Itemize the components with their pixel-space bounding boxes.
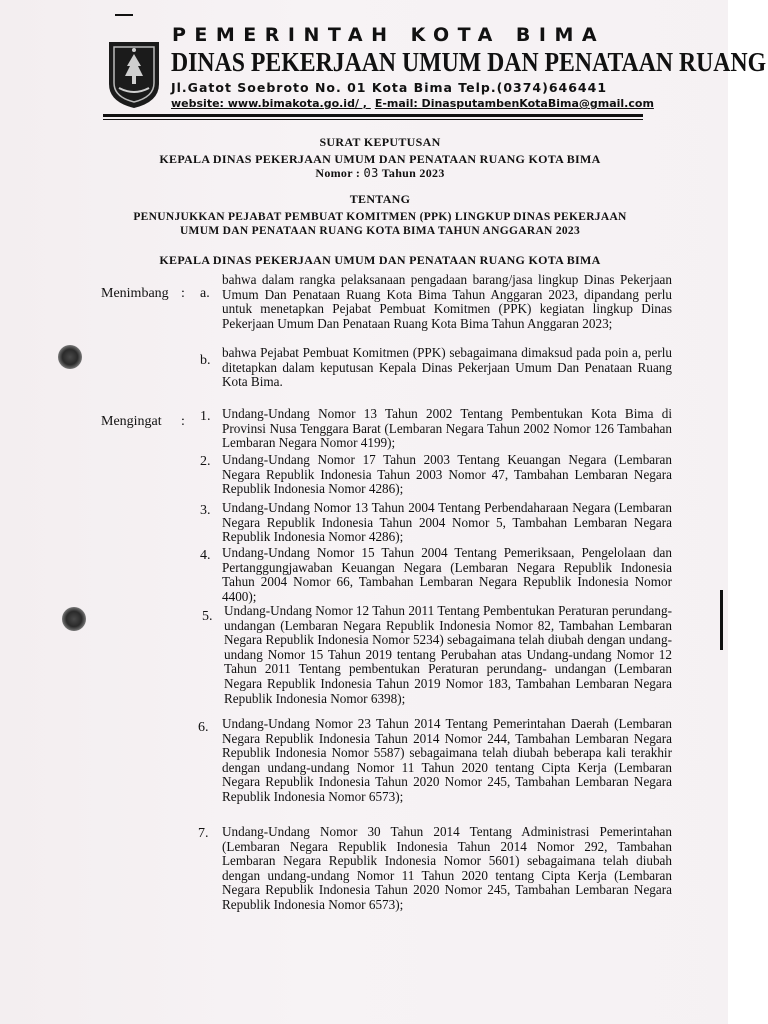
list-item-marker: 4. <box>200 548 211 563</box>
document-subtitle: KEPALA DINAS PEKERJAAN UMUM DAN PENATAAN RUANG KOTA BIMA <box>159 152 601 166</box>
issuer-heading: KEPALA DINAS PEKERJAAN UMUM DAN PENATAAN RUANG KOTA BIMA <box>159 253 601 267</box>
number-value: 03 <box>363 166 379 180</box>
scan-mark <box>115 14 133 16</box>
list-item: Undang-Undang Nomor 12 Tahun 2011 Tentang Pembentukan Peraturan perundang-undangan (Lembaran Negara Republik Indonesia Nomor 82, Tambahan Lembaran Negara Republik Indonesia Nomor 5234) sebagaimana telah diubah dengan undang-undang Nomor 15 Tahun 2019 tentang Perubahan atas Undang-undang Nomor 12 Tahun 2011 Tentang pembentukan Peraturan perundang- undangan (Lembaran Negara Republik Indonesia Tahun 2019 Nomor 183, Tambahan Lembaran Negara Republik Indonesia Nomor 6398); <box>224 603 672 706</box>
document-title: SURAT KEPUTUSAN <box>319 135 441 149</box>
list-item: Undang-Undang Nomor 13 Tahun 2002 Tentang Pembentukan Kota Bima di Provinsi Nusa Tenggara Barat (Lembaran Negara Tahun 2002 Nomor 126 Tambahan Lembaran Negara Nomor 4199); <box>222 406 672 451</box>
document-number <box>100 166 660 181</box>
email-text: E-mail: DinasputambenKotaBima@gmail.com <box>374 97 654 110</box>
list-item: Undang-Undang Nomor 15 Tahun 2004 Tentang Pemeriksaan, Pengelolaan dan Pertanggungjawaban Keuangan Negara (Lembaran Negara Republik Indonesia Tahun 2004 Nomor 66, Tambahan Lembaran Negara Republik Indonesia Nomor 4400); <box>222 545 672 604</box>
list-item-marker: a. <box>200 286 210 301</box>
list-item-marker: 5. <box>202 609 213 624</box>
list-item-marker: 6. <box>198 720 209 735</box>
list-item: Undang-Undang Nomor 30 Tahun 2014 Tentang Administrasi Pemerintahan (Lembaran Negara Republik Indonesia Tahun 2014 Nomor 292, Tambahan Lembaran Negara Republik Indonesia Nomor 5601) sebagaimana telah diubah dengan undang-undang Nomor 11 Tahun 2020 tentang Cipta Kerja (Lembaran Negara Republik Indonesia Tahun 2020 Nomor 245, Tambahan Lembaran Negara Republik Indonesia Nomor 6573); <box>222 824 672 912</box>
tentang-heading: TENTANG <box>349 192 411 206</box>
about-line-2: UMUM DAN PENATAAN RUANG KOTA BIMA TAHUN ANGGARAN 2023 <box>179 225 581 237</box>
list-item-marker: 2. <box>200 454 211 469</box>
number-label: Nomor : <box>315 166 361 180</box>
list-item-marker: 7. <box>198 826 209 841</box>
number-year: Tahun 2023 <box>381 166 445 180</box>
list-item: bahwa Pejabat Pembuat Komitmen (PPK) sebagaimana dimaksud pada poin a, perlu ditetapkan dalam keputusan Kepala Dinas Pekerjaan Umum Dan Penataan Ruang Kota Bima. <box>222 345 672 390</box>
letterhead-government: PEMERINTAH KOTA BIMA <box>172 24 606 46</box>
letterhead-address: Jl.Gatot Soebroto No. 01 Kota Bima Telp.(0374)646441 <box>171 80 608 95</box>
punch-hole <box>58 345 82 369</box>
menimbang-label: Menimbang <box>101 286 169 301</box>
bima-city-seal-icon <box>105 38 163 110</box>
list-item: Undang-Undang Nomor 17 Tahun 2003 Tentang Keuangan Negara (Lembaran Negara Republik Indonesia Tahun 2003 Nomor 47, Tambahan Lembaran Negara Republik Indonesia Nomor 4286); <box>222 452 672 497</box>
list-item: Undang-Undang Nomor 23 Tahun 2014 Tentang Pemerintahan Daerah (Lembaran Negara Republik Indonesia Tahun 2014 Nomor 244, Tambahan Lembaran Negara Republik Indonesia Nomor 5587) sebagaimana telah diubah beberapa kali terakhir dengan undang-undang Nomor 11 Tahun 2020 tentang Cipta Kerja (Lembaran Negara Republik Indonesia Tahun 2020 Nomor 245, Tambahan Lembaran Negara Republik Indonesia Nomor 6573); <box>222 716 672 804</box>
list-item: Undang-Undang Nomor 13 Tahun 2004 Tentang Perbendaharaan Negara (Lembaran Negara Republik Indonesia Tahun 2004 Nomor 5, Tambahan Lembaran Negara Republik Indonesia Nomor 4286); <box>222 500 672 545</box>
list-item: bahwa dalam rangka pelaksanaan pengadaan barang/jasa lingkup Dinas Pekerjaan Umum Dan Penataan Ruang Kota Bima Tahun Anggaran 2023, dipandang perlu untuk menetapkan Pejabat Pembuat Komitmen (PPK) kegiatan lingkup Dinas Pekerjaan Umum Dan Penataan Ruang Kota Bima Tahun Anggaran 2023; <box>222 272 672 331</box>
letterhead-rule-thin <box>103 119 643 120</box>
mengingat-colon: : <box>181 414 185 429</box>
letterhead-rule <box>103 114 643 117</box>
punch-hole <box>62 607 86 631</box>
letterhead-contact <box>171 97 654 110</box>
about-line-1: PENUNJUKKAN PEJABAT PEMBUAT KOMITMEN (PPK) LINGKUP DINAS PEKERJAAN <box>133 211 627 223</box>
page-margin <box>728 0 768 1024</box>
mengingat-label: Mengingat <box>101 414 162 429</box>
website-text: website: www.bimakota.go.id/ , <box>171 97 367 110</box>
letterhead-agency: DINAS PEKERJAAN UMUM DAN PENATAAN RUANG <box>171 47 767 77</box>
list-item-marker: 1. <box>200 409 211 424</box>
list-item-marker: b. <box>200 353 211 368</box>
list-item-marker: 3. <box>200 503 211 518</box>
menimbang-colon: : <box>181 286 185 301</box>
scan-edge-mark <box>720 590 723 650</box>
